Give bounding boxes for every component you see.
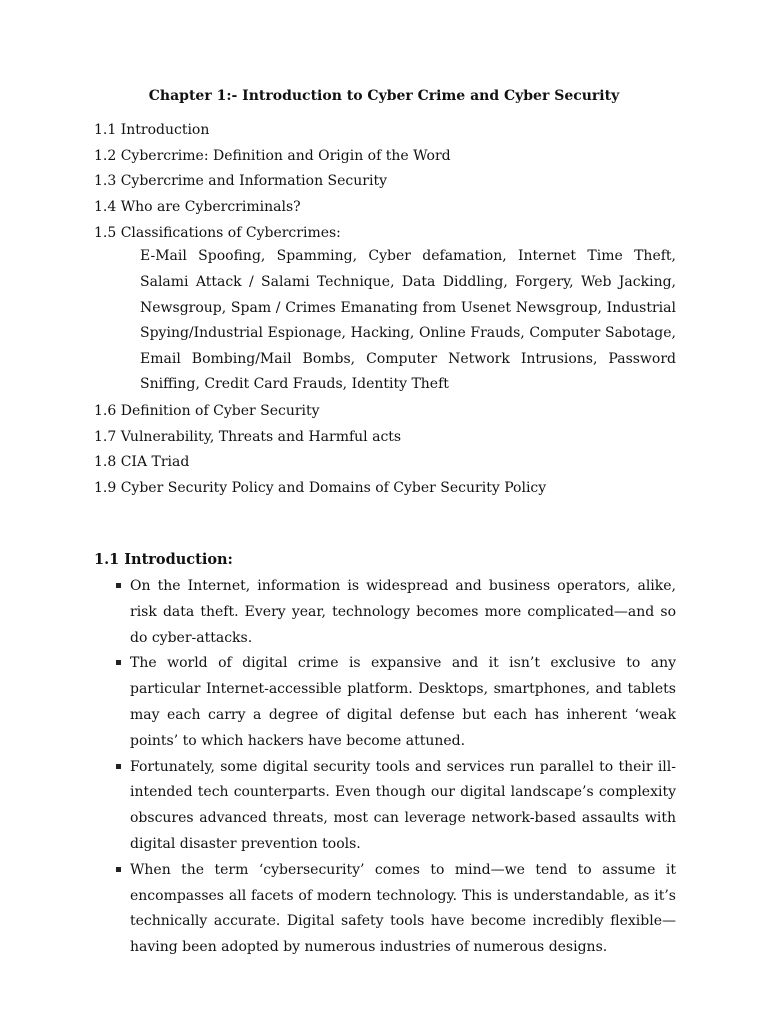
toc-item-1-3: 1.3 Cybercrime and Information Security xyxy=(94,173,387,190)
square-bullet-icon xyxy=(116,764,121,769)
toc-item-1-6: 1.6 Definition of Cyber Security xyxy=(94,403,320,419)
toc-item-1-7: 1.7 Vulnerability, Threats and Harmful acts xyxy=(94,428,402,445)
chapter-title: Chapter 1:- Introduction to Cyber Crime and Cyber Security xyxy=(148,88,620,104)
bullet-list xyxy=(114,574,676,961)
classifications-list: E-Mail Spoofing, Spamming, Cyber defamation, Internet Time Theft, Salami Attack / Salami Technique, Data Diddling, Forgery, Web Jacking, Newsgroup, Spam / Crimes Emanating from Usenet Newsgroup, Industrial Spying/Industrial Espionage, Hacking, Online Frauds, Computer Sabotage, Email Bombing/Mail Bombs, Computer Network Intrusions, Password Sniffing, Credit Card Frauds, Identity Theft xyxy=(140,248,676,393)
toc-item-1-2: 1.2 Cybercrime: Definition and Origin of the Word xyxy=(94,147,451,164)
toc-item-1-9: 1.9 Cyber Security Policy and Domains of Cyber Security Policy xyxy=(94,480,547,497)
list-item xyxy=(114,755,676,858)
square-bullet-icon xyxy=(116,660,121,665)
table-of-contents xyxy=(94,120,676,504)
toc-item-1-8: 1.8 CIA Triad xyxy=(94,454,190,471)
list-item xyxy=(114,574,676,651)
square-bullet-icon xyxy=(116,583,121,588)
toc-item-1-4: 1.4 Who are Cybercriminals? xyxy=(94,199,301,216)
square-bullet-icon xyxy=(116,867,121,872)
bullet-text: Fortunately, some digital security tools and services run parallel to their ill-intended tech counterparts. Even though our digital landscape’s complexity obscures advanced threats, most can leverage network-based assaults with digital disaster prevention tools. xyxy=(130,758,676,852)
bullet-text: When the term ‘cybersecurity’ comes to mind—we tend to assume it encompasses all facets of modern technology. This is understandable, as it’s technically accurate. Digital safety tools have become incredibly flexible—having been adopted by numerous industries of numerous designs. xyxy=(130,861,676,956)
toc-item-1-5: 1.5 Classifications of Cybercrimes: xyxy=(94,224,341,241)
bullet-text: The world of digital crime is expansive and it isn’t exclusive to any particular Internet-accessible platform. Desktops, smartphones, and tablets may each carry a degree of digital defense but each has inherent ‘weak points’ to which hackers have become attuned. xyxy=(130,655,676,749)
list-item xyxy=(114,858,676,961)
list-item xyxy=(114,651,676,754)
toc-item-1-1: 1.1 Introduction xyxy=(94,122,210,138)
bullet-text: On the Internet, information is widespread and business operators, alike, risk data theft. Every year, technology becomes more complicated—and so do cyber-attacks. xyxy=(130,578,676,646)
section-heading: 1.1 Introduction: xyxy=(94,551,233,568)
